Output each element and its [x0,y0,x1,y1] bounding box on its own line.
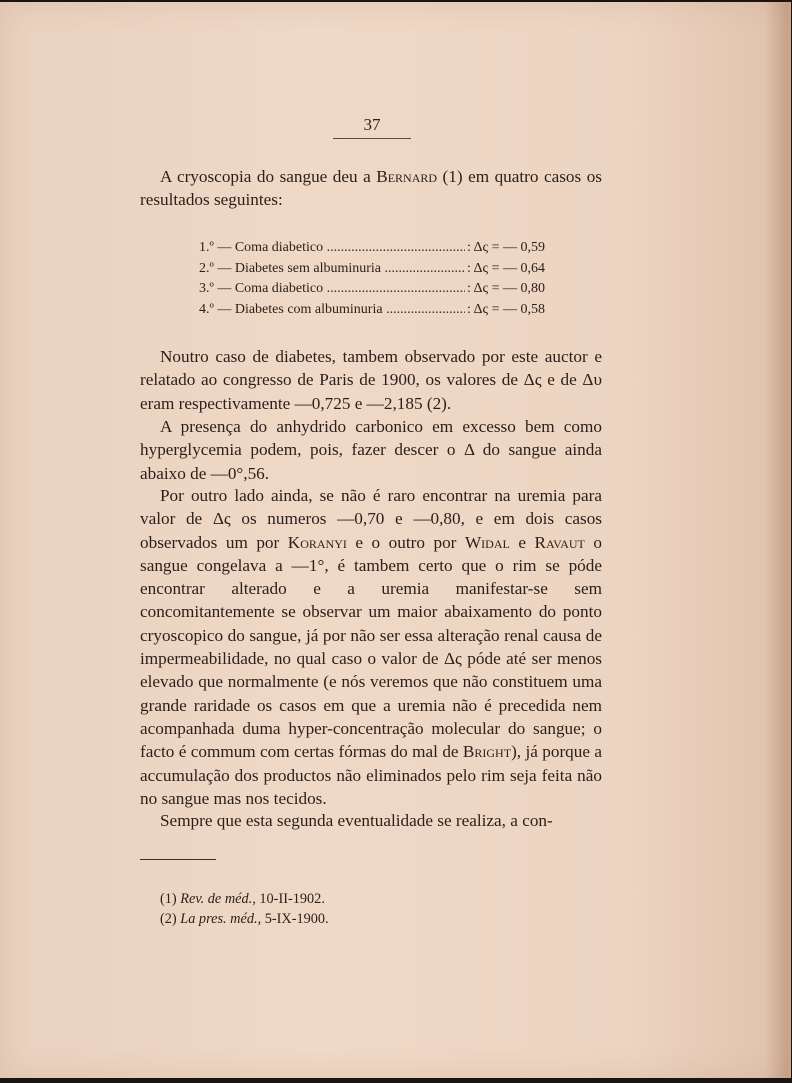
case-row [199,300,545,321]
footnote-number: (2) [160,910,177,927]
paragraph-3 [140,415,602,485]
footnote-date: , 10-II-1902. [252,891,325,907]
paragraph-5-text: Sempre que esta segunda eventualidade se realiza, a con- [160,811,553,830]
paragraph-5 [140,809,602,832]
paragraph-2 [140,345,602,415]
case-label: 1.º — Coma diabetico ..... [199,238,465,259]
footnote [160,910,329,930]
case-label: 2.º — Diabetes sem albuminuria ..... [199,259,465,280]
footnote [160,890,329,910]
paragraph-4 [140,484,602,810]
footnote-divider [140,859,216,860]
intro-text-2: (1) em quatro casos os resultados seguintes: [140,167,602,210]
footnote-date: , 5-IX-1900. [257,910,329,927]
author-ravaut: Ravaut [534,532,585,552]
footnotes [160,890,329,929]
footnote-source: Rev. de méd. [180,891,253,907]
cases-table [199,238,545,320]
footnote-source: La pres. méd. [180,910,258,927]
paragraph-2-text: Noutro caso de diabetes, tambem observado por este auctor e relatado ao congresso de Paris de 1900, os valores de Δς e de Δυ eram respectivamente —0,725 e —2,185 (2). [140,347,602,413]
author-bright: Bright [462,742,512,762]
author-bernard: Bernard [376,167,438,186]
case-value: : Δς = — 0,80 [466,281,545,296]
footnote-number: (1) [160,891,177,907]
case-label: 3.º — Coma diabetico ..... [199,279,465,300]
paragraph-3-text: A presença do anhydrido carbonico em excesso bem como hyperglycemia podem, pois, fazer descer o Δ do sangue ainda abaixo de —0°,56. [140,417,602,483]
author-widal: Widal [464,532,510,552]
case-row [199,238,545,259]
book-page [0,2,791,1078]
intro-text-1: A cryoscopia do sangue deu a [160,167,377,186]
case-label: 4.º — Diabetes com albuminuria ..... [199,300,465,321]
paragraph-4-text-3: e [509,532,535,552]
case-value: : Δς = — 0,58 [466,301,545,317]
paragraph-4-text-5: ), já porque a accumulação dos productos não eliminados pelo rim seja feita não no sangue mas nos tecidos. [140,742,602,808]
intro-paragraph [140,165,602,212]
page-number: 37 [333,115,411,139]
paragraph-4-text-4: o sangue congelava a —1°, é tambem certo que o rim se póde encontrar alterado e a uremia manifestar-se sem concomitantemente se observar um maior abaixamento do ponto cryoscopico do sangue, já por não ser essa alteração renal causa de impermeabilidade, no qual caso o valor de Δς póde até ser menos elevado que normalmente (e nós veremos que não constituem uma grande raridade os casos em que a uremia não é precedida nem acompanhada duma hyper-concentração molecular do sangue; o facto é commum com certas fórmas do mal de [140,532,603,762]
case-row [199,279,545,300]
case-value: : Δς = — 0,64 [466,260,545,276]
case-value: : Δς = — 0,59 [466,240,545,255]
paragraph-4-text-2: e o outro por [346,532,465,552]
paragraph-4-text-1: Por outro lado ainda, se não é raro encontrar na uremia para valor de Δς os numeros —0,70 e —0,80, e em dois casos observados um por [140,486,602,552]
author-koranyi: Koranyi [287,532,347,552]
case-row [199,259,545,280]
